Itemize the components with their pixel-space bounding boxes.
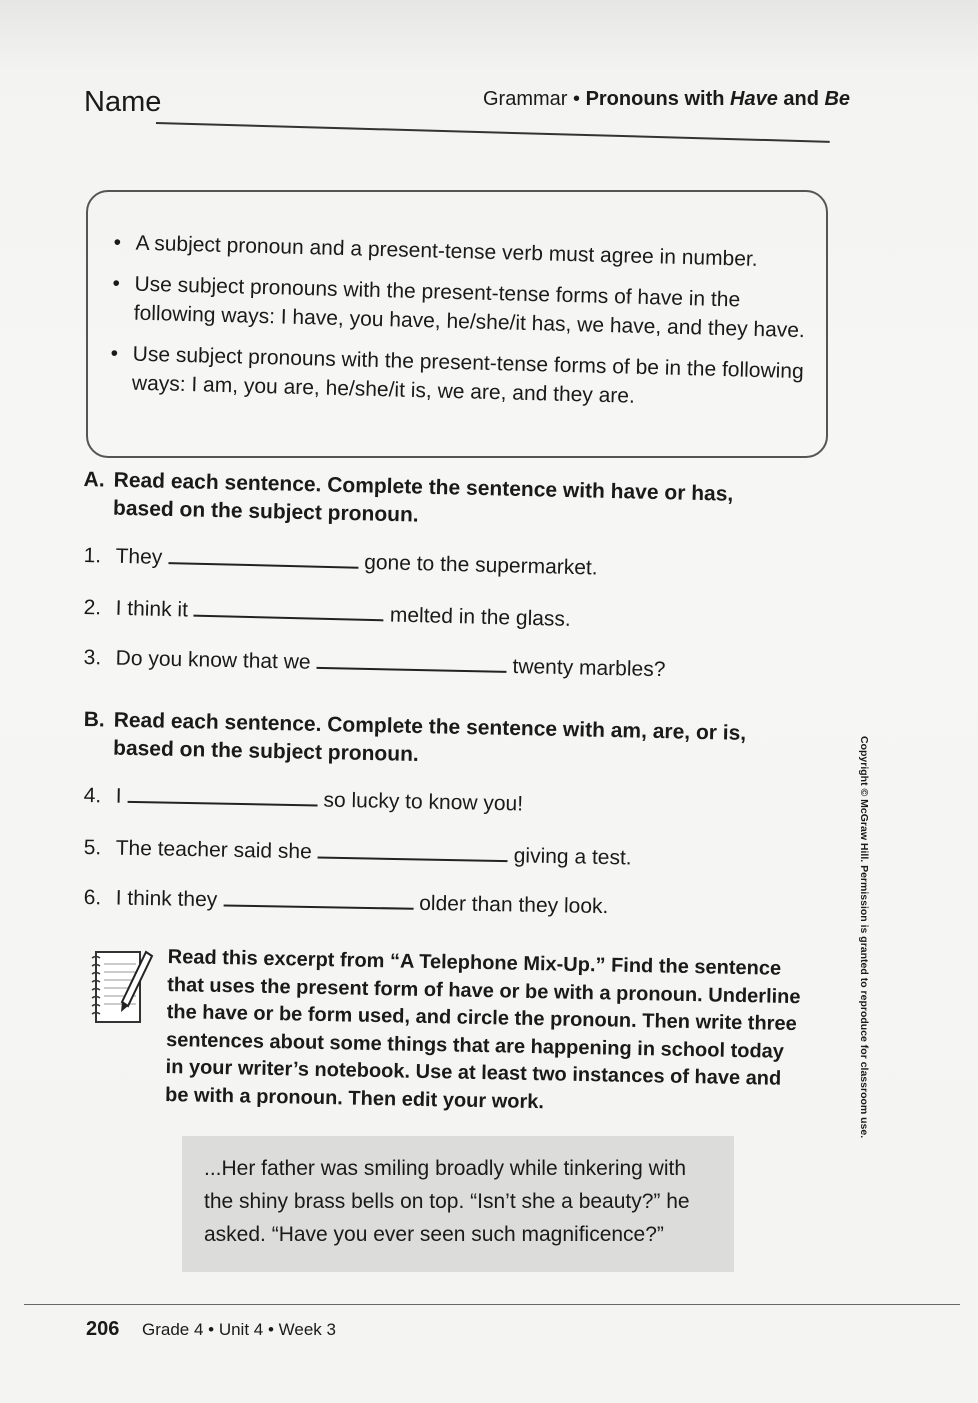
rule-item: • Use subject pronouns with the present-tense forms of be in the following ways: I am, you are, he/she/it is, we are, and they are. — [108, 339, 809, 415]
writing-prompt: Read this excerpt from “A Telephone Mix-Up.” Find the sentence that uses the present form of have or be with a pronoun. Underline the have or be form used, and circle the pronoun. Then write three sentences about some things that are happening in school today in your writer’s notebook. Use at least two instances of have and be with a pronoun. Then edit your work. — [164, 945, 801, 1113]
item-after: older than they look. — [419, 891, 609, 919]
answer-blank[interactable] — [318, 838, 508, 862]
grade-info: Grade 4 • Unit 4 • Week 3 — [142, 1320, 336, 1339]
name-label: Name — [84, 86, 162, 118]
item-number: 3. — [83, 645, 102, 670]
item-after: gone to the supermarket. — [363, 550, 598, 580]
item-before: I — [115, 784, 122, 808]
answer-blank[interactable] — [316, 649, 506, 673]
answer-blank[interactable] — [223, 886, 413, 909]
section-b-text: Read each sentence. Complete the sentence with am, are, or is, based on the subject pronoun. — [112, 708, 747, 767]
section-b-letter: B. — [83, 707, 105, 732]
item-number: 6. — [83, 885, 102, 910]
item-before: The teacher said she — [115, 836, 313, 864]
item-before: They — [115, 544, 163, 569]
topic-have: Have — [730, 88, 778, 110]
footer-divider — [24, 1304, 960, 1305]
page-number: 206 — [86, 1318, 120, 1340]
item-number: 2. — [83, 595, 102, 620]
topic-and: and — [777, 88, 825, 110]
answer-blank[interactable] — [127, 783, 317, 807]
item-after: twenty marbles? — [512, 654, 666, 682]
item-after: giving a test. — [513, 844, 632, 870]
item-before: Do you know that we — [115, 646, 311, 674]
item-number: 4. — [83, 783, 102, 808]
worksheet-title — [483, 88, 850, 111]
topic-part-a: Pronouns with — [585, 88, 730, 110]
item-number: 5. — [83, 835, 102, 860]
rules-list — [107, 228, 811, 427]
copyright-notice — [856, 736, 874, 1139]
subject-label: Grammar • — [483, 88, 586, 110]
section-a-letter: A. — [83, 467, 105, 492]
item-after: melted in the glass. — [389, 603, 572, 631]
item-before: I think it — [115, 596, 189, 622]
item-number: 1. — [83, 543, 102, 568]
notebook-pencil-icon — [88, 944, 154, 1030]
answer-blank[interactable] — [194, 597, 384, 622]
copyright-text: Copyright © McGraw Hill. Permission is granted to reproduce for classroom use. — [858, 736, 870, 1139]
rule-item: • Use subject pronouns with the present-tense forms of have in the following ways: I have, you have, he/she/it has, we have, and they have. — [109, 269, 810, 345]
excerpt-text: ...Her father was smiling broadly while tinkering with the shiny brass bells on top. “Isn’t she a beauty?” he asked. “Have you ever seen such magnificence?” — [204, 1157, 690, 1246]
section-a-text: Read each sentence. Complete the sentence with have or has, based on the subject pronoun. — [112, 468, 734, 527]
rule-item: • A subject pronoun and a present-tense verb must agree in number. — [111, 228, 812, 275]
topic-be: Be — [824, 88, 851, 110]
answer-blank[interactable] — [168, 544, 358, 569]
item-after: so lucky to know you! — [323, 788, 524, 816]
item-before: I think they — [115, 886, 218, 912]
